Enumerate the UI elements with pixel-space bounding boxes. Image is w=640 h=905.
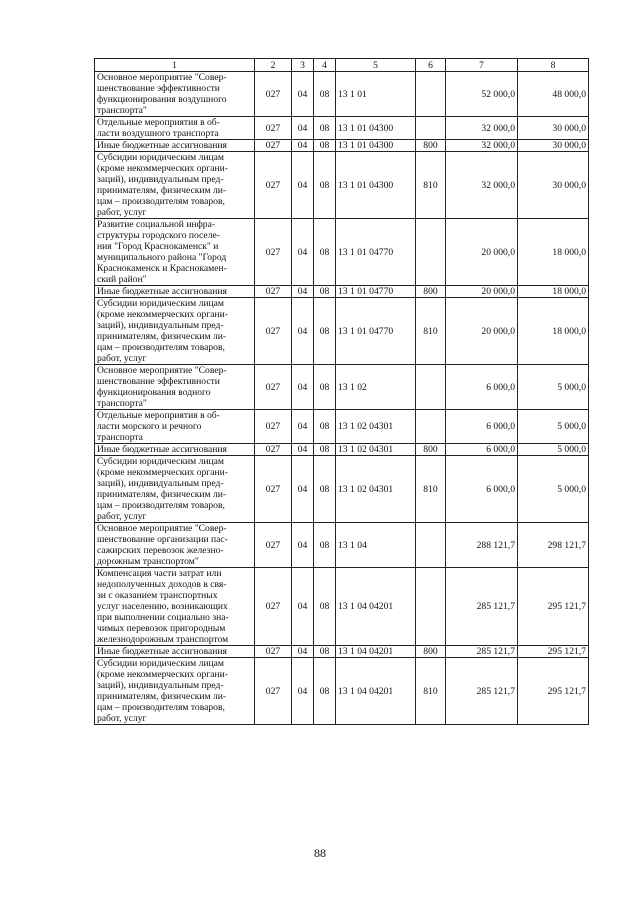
target-article-cell: 13 1 04 04201 [336, 646, 416, 658]
section-cell: 04 [292, 152, 314, 219]
description-line: Субсидии юридическим лицам [97, 152, 224, 163]
grbs-cell: 027 [255, 444, 292, 456]
header-cell: 4 [314, 59, 336, 72]
table-row [95, 568, 589, 646]
amount-year2-cell: 30 000,0 [518, 152, 589, 219]
description-cell [95, 298, 255, 365]
expense-type-cell [416, 568, 446, 646]
table-row [95, 444, 589, 456]
subsection-cell: 08 [314, 298, 336, 365]
description-line: Иные бюджетные ассигнования [97, 646, 227, 657]
page-number: 88 [314, 846, 326, 860]
description-line: транспорта [97, 432, 143, 443]
description-line: (кроме некоммерческих органи- [97, 669, 228, 680]
header-cell: 5 [336, 59, 416, 72]
description-line: муниципального района "Город [97, 252, 227, 263]
subsection-cell: 08 [314, 152, 336, 219]
grbs-cell: 027 [255, 219, 292, 286]
description-line: Иные бюджетные ассигнования [97, 286, 227, 297]
amount-year2-cell: 5 000,0 [518, 444, 589, 456]
description-line: работ, услуг [97, 511, 147, 522]
description-line: ласти морского и речного [97, 421, 202, 432]
section-cell: 04 [292, 410, 314, 444]
grbs-cell: 027 [255, 568, 292, 646]
description-line: заций), индивидуальным пред- [97, 478, 224, 489]
target-article-cell: 13 1 01 04300 [336, 117, 416, 140]
budget-table [94, 58, 589, 725]
amount-year2-cell: 5 000,0 [518, 456, 589, 523]
amount-year2-cell: 295 121,7 [518, 646, 589, 658]
section-cell: 04 [292, 219, 314, 286]
subsection-cell: 08 [314, 646, 336, 658]
description-line: ласти воздушного транспорта [97, 128, 219, 139]
description-line: Субсидии юридическим лицам [97, 456, 224, 467]
target-article-cell: 13 1 02 [336, 365, 416, 410]
header-cell: 1 [95, 59, 255, 72]
description-line: чимых перевозок пригородным [97, 623, 226, 634]
description-line: принимателям, физическим ли- [97, 691, 227, 702]
table-row [95, 658, 589, 725]
description-line: Субсидии юридическим лицам [97, 298, 224, 309]
grbs-cell: 027 [255, 646, 292, 658]
description-line: при выполнении социально зна- [97, 612, 229, 623]
expense-type-cell: 810 [416, 456, 446, 523]
amount-year1-cell: 32 000,0 [446, 152, 518, 219]
description-cell [95, 152, 255, 219]
description-line: заций), индивидуальным пред- [97, 174, 224, 185]
section-cell: 04 [292, 117, 314, 140]
header-cell: 3 [292, 59, 314, 72]
description-line: Краснокаменск и Краснокамен- [97, 263, 227, 274]
description-line: Основное мероприятие "Совер- [97, 523, 227, 534]
table-row [95, 72, 589, 117]
section-cell: 04 [292, 456, 314, 523]
description-line: шенствование эффективности [97, 376, 220, 387]
expense-type-cell: 800 [416, 286, 446, 298]
description-line: принимателям, физическим ли- [97, 185, 227, 196]
amount-year1-cell: 20 000,0 [446, 298, 518, 365]
amount-year2-cell: 48 000,0 [518, 72, 589, 117]
table-row [95, 152, 589, 219]
header-cell: 2 [255, 59, 292, 72]
description-line: цам – производителям товаров, [97, 342, 225, 353]
description-line: недополученных доходов в свя- [97, 579, 227, 590]
table-row [95, 298, 589, 365]
grbs-cell: 027 [255, 72, 292, 117]
description-line: Основное мероприятие "Совер- [97, 72, 227, 83]
target-article-cell: 13 1 02 04301 [336, 410, 416, 444]
amount-year1-cell: 6 000,0 [446, 456, 518, 523]
description-line: заций), индивидуальным пред- [97, 320, 224, 331]
description-cell [95, 646, 255, 658]
description-line: работ, услуг [97, 207, 147, 218]
target-article-cell: 13 1 02 04301 [336, 444, 416, 456]
table-row [95, 117, 589, 140]
table-body [95, 72, 589, 725]
expense-type-cell: 810 [416, 298, 446, 365]
subsection-cell: 08 [314, 410, 336, 444]
section-cell: 04 [292, 523, 314, 568]
table-row [95, 365, 589, 410]
grbs-cell: 027 [255, 152, 292, 219]
table-row [95, 523, 589, 568]
description-line: (кроме некоммерческих органи- [97, 309, 228, 320]
subsection-cell: 08 [314, 72, 336, 117]
description-cell [95, 658, 255, 725]
description-line: работ, услуг [97, 713, 147, 724]
amount-year1-cell: 285 121,7 [446, 646, 518, 658]
description-line: (кроме некоммерческих органи- [97, 163, 228, 174]
amount-year2-cell: 30 000,0 [518, 140, 589, 152]
description-line: Компенсация части затрат или [97, 568, 222, 579]
section-cell: 04 [292, 568, 314, 646]
grbs-cell: 027 [255, 410, 292, 444]
amount-year2-cell: 18 000,0 [518, 219, 589, 286]
section-cell: 04 [292, 298, 314, 365]
amount-year2-cell: 18 000,0 [518, 286, 589, 298]
grbs-cell: 027 [255, 456, 292, 523]
amount-year2-cell: 295 121,7 [518, 658, 589, 725]
description-cell [95, 72, 255, 117]
description-line: Развитие социальной инфра- [97, 219, 216, 230]
table-row [95, 410, 589, 444]
description-line: функционирования воздушного [97, 94, 227, 105]
subsection-cell: 08 [314, 523, 336, 568]
grbs-cell: 027 [255, 658, 292, 725]
table-row [95, 456, 589, 523]
description-line: заций), индивидуальным пред- [97, 680, 224, 691]
amount-year1-cell: 288 121,7 [446, 523, 518, 568]
target-article-cell: 13 1 01 04770 [336, 286, 416, 298]
description-cell [95, 286, 255, 298]
description-line: транспорта" [97, 398, 147, 409]
expense-type-cell [416, 410, 446, 444]
table-row [95, 646, 589, 658]
subsection-cell: 08 [314, 219, 336, 286]
expense-type-cell [416, 523, 446, 568]
description-line: дорожным транспортом" [97, 556, 199, 567]
subsection-cell: 08 [314, 456, 336, 523]
grbs-cell: 027 [255, 140, 292, 152]
description-line: Иные бюджетные ассигнования [97, 140, 227, 151]
description-line: ния "Город Краснокаменск" и [97, 241, 219, 252]
expense-type-cell: 800 [416, 646, 446, 658]
target-article-cell: 13 1 01 04300 [336, 152, 416, 219]
description-cell [95, 117, 255, 140]
target-article-cell: 13 1 01 [336, 72, 416, 117]
description-line: железнодорожным транспортом [97, 634, 229, 645]
description-line: цам – производителям товаров, [97, 702, 225, 713]
header-row [95, 59, 589, 72]
table-row [95, 219, 589, 286]
description-line: (кроме некоммерческих органи- [97, 467, 228, 478]
amount-year2-cell: 5 000,0 [518, 410, 589, 444]
section-cell: 04 [292, 286, 314, 298]
description-line: Субсидии юридическим лицам [97, 658, 224, 669]
description-line: Основное мероприятие "Совер- [97, 365, 227, 376]
amount-year1-cell: 285 121,7 [446, 658, 518, 725]
description-line: Отдельные мероприятия в об- [97, 117, 220, 128]
section-cell: 04 [292, 72, 314, 117]
header-cell: 6 [416, 59, 446, 72]
grbs-cell: 027 [255, 117, 292, 140]
description-line: транспорта" [97, 105, 147, 116]
amount-year2-cell: 295 121,7 [518, 568, 589, 646]
amount-year1-cell: 6 000,0 [446, 410, 518, 444]
description-cell [95, 523, 255, 568]
amount-year1-cell: 32 000,0 [446, 140, 518, 152]
header-cell: 8 [518, 59, 589, 72]
subsection-cell: 08 [314, 286, 336, 298]
description-cell [95, 140, 255, 152]
description-line: шенствование организации пас- [97, 534, 228, 545]
description-line: функционирования водного [97, 387, 211, 398]
amount-year1-cell: 32 000,0 [446, 117, 518, 140]
section-cell: 04 [292, 140, 314, 152]
description-line: цам – производителям товаров, [97, 196, 225, 207]
subsection-cell: 08 [314, 117, 336, 140]
description-line: услуг населению, возникающих [97, 601, 228, 612]
description-line: шенствование эффективности [97, 83, 220, 94]
description-line: сажирских перевозок железно- [97, 545, 224, 556]
amount-year1-cell: 6 000,0 [446, 365, 518, 410]
amount-year2-cell: 18 000,0 [518, 298, 589, 365]
amount-year2-cell: 30 000,0 [518, 117, 589, 140]
description-line: принимателям, физическим ли- [97, 489, 227, 500]
description-line: работ, услуг [97, 353, 147, 364]
subsection-cell: 08 [314, 568, 336, 646]
expense-type-cell [416, 117, 446, 140]
description-cell [95, 365, 255, 410]
expense-type-cell: 810 [416, 152, 446, 219]
description-line: зи с оказанием транспортных [97, 590, 218, 601]
expense-type-cell: 800 [416, 444, 446, 456]
description-cell [95, 444, 255, 456]
amount-year2-cell: 298 121,7 [518, 523, 589, 568]
description-cell [95, 568, 255, 646]
expense-type-cell [416, 72, 446, 117]
grbs-cell: 027 [255, 523, 292, 568]
grbs-cell: 027 [255, 298, 292, 365]
description-line: цам – производителям товаров, [97, 500, 225, 511]
target-article-cell: 13 1 01 04770 [336, 298, 416, 365]
section-cell: 04 [292, 444, 314, 456]
description-line: Отдельные мероприятия в об- [97, 410, 220, 421]
amount-year1-cell: 20 000,0 [446, 219, 518, 286]
description-line: структуры городского поселе- [97, 230, 220, 241]
expense-type-cell: 800 [416, 140, 446, 152]
expense-type-cell [416, 219, 446, 286]
target-article-cell: 13 1 01 04770 [336, 219, 416, 286]
expense-type-cell: 810 [416, 658, 446, 725]
section-cell: 04 [292, 646, 314, 658]
description-line: ский район" [97, 274, 147, 285]
target-article-cell: 13 1 04 04201 [336, 658, 416, 725]
subsection-cell: 08 [314, 365, 336, 410]
target-article-cell: 13 1 02 04301 [336, 456, 416, 523]
description-cell [95, 410, 255, 444]
header-cell: 7 [446, 59, 518, 72]
section-cell: 04 [292, 365, 314, 410]
description-cell [95, 219, 255, 286]
target-article-cell: 13 1 01 04300 [336, 140, 416, 152]
description-cell [95, 456, 255, 523]
section-cell: 04 [292, 658, 314, 725]
target-article-cell: 13 1 04 04201 [336, 568, 416, 646]
grbs-cell: 027 [255, 286, 292, 298]
amount-year1-cell: 20 000,0 [446, 286, 518, 298]
target-article-cell: 13 1 04 [336, 523, 416, 568]
amount-year1-cell: 52 000,0 [446, 72, 518, 117]
amount-year2-cell: 5 000,0 [518, 365, 589, 410]
description-line: Иные бюджетные ассигнования [97, 444, 227, 455]
subsection-cell: 08 [314, 444, 336, 456]
table-row [95, 140, 589, 152]
expense-type-cell [416, 365, 446, 410]
amount-year1-cell: 285 121,7 [446, 568, 518, 646]
description-line: принимателям, физическим ли- [97, 331, 227, 342]
subsection-cell: 08 [314, 658, 336, 725]
table-row [95, 286, 589, 298]
grbs-cell: 027 [255, 365, 292, 410]
subsection-cell: 08 [314, 140, 336, 152]
amount-year1-cell: 6 000,0 [446, 444, 518, 456]
